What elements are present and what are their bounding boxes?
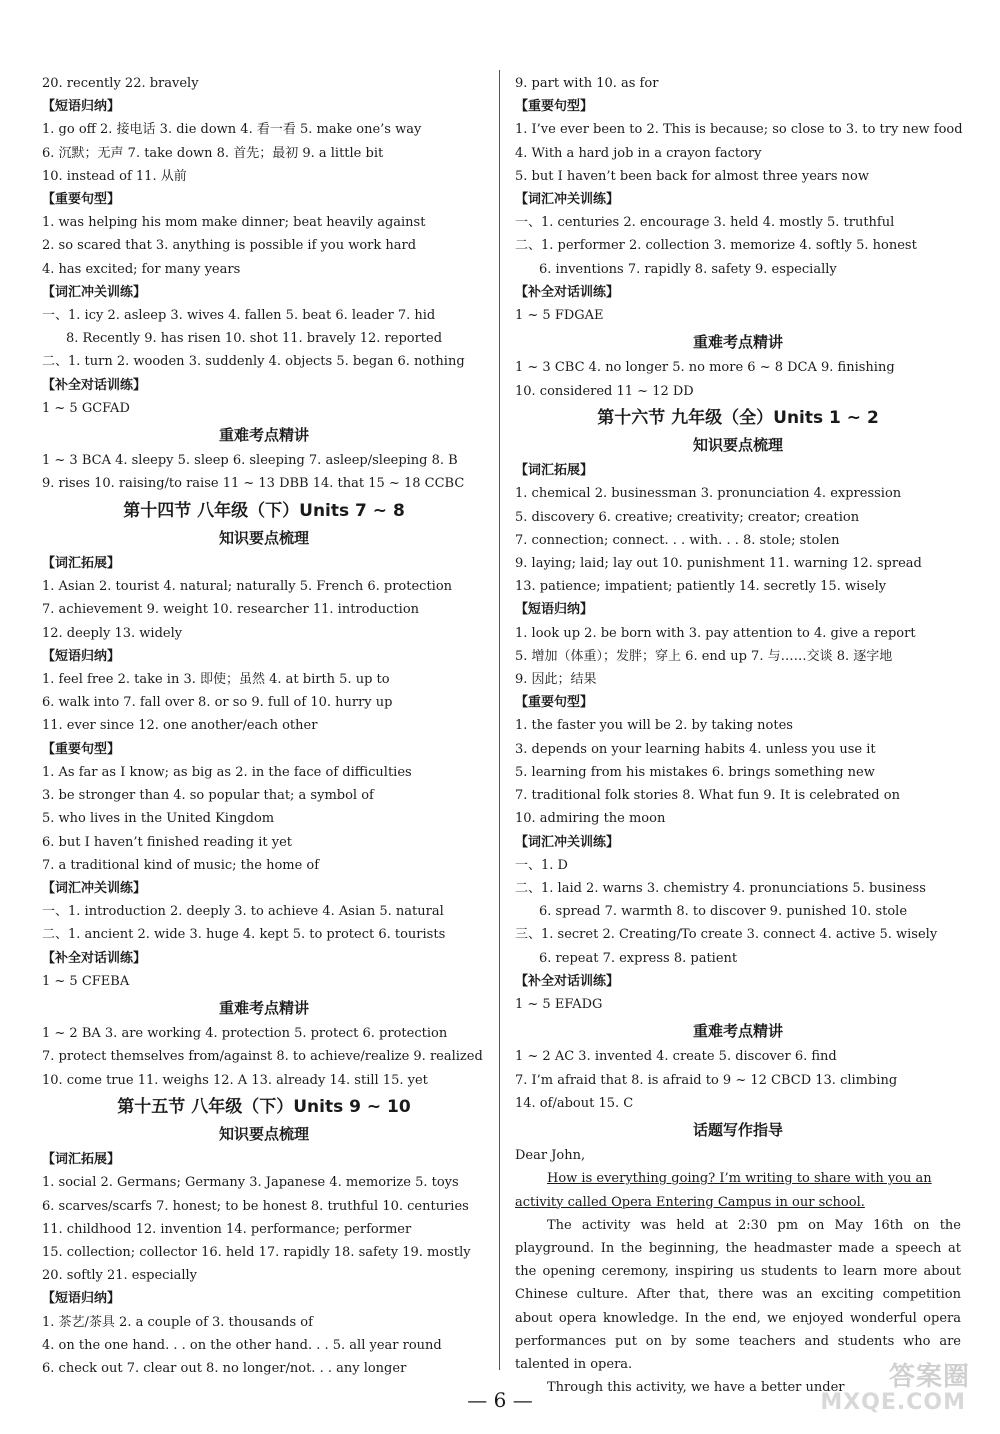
answer-line: 二、1. turn 2. wooden 3. suddenly 4. objects 5. began 6. nothing xyxy=(42,354,465,370)
subsection-heading: 知识要点梳理 xyxy=(692,436,783,455)
answer-line: 一、1. D xyxy=(515,857,568,873)
answer-line: 1. was helping his mom make dinner; beat heavily against xyxy=(42,215,426,231)
column-divider xyxy=(499,70,500,1370)
answer-line: 1. social 2. Germans; Germany 3. Japanese 4. memorize 5. toys xyxy=(42,1175,459,1191)
answer-line: 1. I’ve ever been to 2. This is because; so close to 3. to try new food xyxy=(515,122,963,138)
answer-line: 二、1. ancient 2. wide 3. huge 4. kept 5. to protect 6. tourists xyxy=(42,927,446,943)
section-label: 【词汇冲关训练】 xyxy=(515,192,620,208)
answer-line: 11. childhood 12. invention 14. performance; performer xyxy=(42,1221,412,1237)
answer-line: 3. be stronger than 4. so popular that; a symbol of xyxy=(42,788,374,804)
answer-line: 4. With a hard job in a crayon factory xyxy=(515,145,762,161)
answer-line: 6. scarves/scarfs 7. honest; to be honest 8. truthful 10. centuries xyxy=(42,1198,469,1214)
answer-line: 6. repeat 7. express 8. patient xyxy=(539,950,738,966)
letter-opening-underlined: How is everything going? I’m writing to share with you an activity called Opera Entering Campus in our school. xyxy=(515,1171,932,1210)
section-label: 【短语归纳】 xyxy=(42,1291,121,1307)
answer-line: 5. 增加（体重）；发胖；穿上 6. end up 7. 与……交谈 8. 逐字地 xyxy=(515,648,893,664)
section-label: 【词汇冲关训练】 xyxy=(42,880,147,896)
answer-line: 6. walk into 7. fall over 8. or so 9. full of 10. hurry up xyxy=(42,695,393,711)
subsection-heading: 重难考点精讲 xyxy=(218,426,309,445)
section-label: 【词汇冲关训练】 xyxy=(515,834,620,850)
answer-line: 10. come true 11. weighs 12. A 13. already 14. still 15. yet xyxy=(42,1072,428,1088)
answer-line: 9. 因此；结果 xyxy=(515,672,597,688)
section-label: 【词汇冲关训练】 xyxy=(42,284,147,300)
answer-line: 二、1. performer 2. collection 3. memorize 4. softly 5. honest xyxy=(515,238,917,254)
answer-line: 1. look up 2. be born with 3. pay attention to 4. give a report xyxy=(515,625,916,641)
answer-line: 9. laying; laid; lay out 10. punishment 11. warning 12. spread xyxy=(515,556,922,572)
answer-line: 13. patience; impatient; patiently 14. secretly 15. wisely xyxy=(515,579,887,595)
answer-line: 一、1. icy 2. asleep 3. wives 4. fallen 5. beat 6. leader 7. hid xyxy=(42,308,436,324)
watermark-url: MXQE.COM xyxy=(820,1390,966,1415)
section-label: 【短语归纳】 xyxy=(42,99,121,115)
section-label: 【重要句型】 xyxy=(515,695,594,711)
answer-line: 7. a traditional kind of music; the home of xyxy=(42,857,320,873)
section-label: 【补全对话训练】 xyxy=(42,377,147,393)
answer-line: 8. Recently 9. has risen 10. shot 11. bravely 12. reported xyxy=(66,331,443,347)
letter-paragraph-1: The activity was held at 2:30 pm on May 16th on the playground. In the beginning, the headmaster made a speech at the opening ceremony, inspiring us students to learn more about Chinese culture. After that, there was an exciting competition about opera knowledge. In the end, we enjoyed wonderful opera performances put on by some teachers and students who are talented in opera. xyxy=(515,1217,961,1372)
answer-line: 15. collection; collector 16. held 17. rapidly 18. safety 19. mostly xyxy=(42,1244,471,1260)
left-column xyxy=(42,72,486,1380)
page-number: — 6 — xyxy=(467,1388,533,1412)
answer-line: 二、1. laid 2. warns 3. chemistry 4. pronunciations 5. business xyxy=(515,880,926,896)
right-column xyxy=(515,72,961,1399)
answer-line: 4. has excited; for many years xyxy=(42,261,241,277)
answer-line: 10. instead of 11. 从前 xyxy=(42,168,187,184)
answer-line: 6. spread 7. warmth 8. to discover 9. punished 10. stole xyxy=(539,904,908,920)
answer-line: 1. chemical 2. businessman 3. pronunciation 4. expression xyxy=(515,486,902,502)
answer-line: 6. inventions 7. rapidly 8. safety 9. especially xyxy=(539,261,837,277)
subsection-heading: 话题写作指导 xyxy=(692,1120,783,1139)
answer-line: 1 ~ 2 BA 3. are working 4. protection 5. protect 6. protection xyxy=(42,1026,448,1042)
answer-line: 6. but I haven’t finished reading it yet xyxy=(42,834,293,850)
subsection-heading: 知识要点梳理 xyxy=(218,528,309,547)
section-label: 【短语归纳】 xyxy=(42,648,121,664)
answer-line: 1 ~ 3 BCA 4. sleepy 5. sleep 6. sleeping 7. asleep/sleeping 8. B xyxy=(42,453,458,469)
section-label: 【补全对话训练】 xyxy=(515,973,620,989)
answer-line: 20. recently 22. bravely xyxy=(42,76,199,91)
letter-paragraph-2: Through this activity, we have a better under xyxy=(547,1380,845,1396)
section-label: 【补全对话训练】 xyxy=(42,950,147,966)
answer-line: 三、1. secret 2. Creating/To create 3. connect 4. active 5. wisely xyxy=(515,927,938,943)
answer-line: 6. 沉默；无声 7. take down 8. 首先；最初 9. a little bit xyxy=(42,145,384,161)
answer-line: 1 ~ 5 EFADG xyxy=(515,996,603,1012)
right-answer-lines xyxy=(515,72,961,1142)
answer-line: 1. 茶艺/茶具 2. a couple of 3. thousands of xyxy=(42,1314,313,1330)
answer-line: 5. who lives in the United Kingdom xyxy=(42,811,275,827)
answer-line: 1. As far as I know; as big as 2. in the face of difficulties xyxy=(42,764,412,780)
answer-line: 7. I’m afraid that 8. is afraid to 9 ~ 12 CBCD 13. climbing xyxy=(515,1072,898,1088)
answer-line: 1 ~ 3 CBC 4. no longer 5. no more 6 ~ 8 DCA 9. finishing xyxy=(515,360,895,376)
answer-line: 1. go off 2. 接电话 3. die down 4. 看一看 5. make one’s way xyxy=(42,122,422,138)
section-heading: 第十四节 八年级（下）Units 7 ~ 8 xyxy=(123,500,405,521)
answer-line: 1. feel free 2. take in 3. 即使；虽然 4. at birth 5. up to xyxy=(42,672,390,688)
answer-line: 2. so scared that 3. anything is possible if you work hard xyxy=(42,238,417,254)
answer-line: 一、1. introduction 2. deeply 3. to achieve 4. Asian 5. natural xyxy=(42,904,444,920)
answer-line: 5. discovery 6. creative; creativity; creator; creation xyxy=(515,509,860,525)
answer-line: 1. Asian 2. tourist 4. natural; naturally 5. French 6. protection xyxy=(42,579,453,595)
answer-line: 5. learning from his mistakes 6. brings something new xyxy=(515,764,875,780)
answer-line: 6. check out 7. clear out 8. no longer/not. . . any longer xyxy=(42,1360,407,1376)
letter-greeting: Dear John, xyxy=(515,1148,586,1164)
answer-line: 5. but I haven’t been back for almost three years now xyxy=(515,168,869,184)
subsection-heading: 重难考点精讲 xyxy=(692,333,783,352)
section-label: 【重要句型】 xyxy=(42,192,121,208)
section-label: 【词汇拓展】 xyxy=(42,556,121,572)
answer-line: 1. the faster you will be 2. by taking notes xyxy=(515,718,793,734)
section-heading: 第十五节 八年级（下）Units 9 ~ 10 xyxy=(117,1096,411,1117)
section-label: 【补全对话训练】 xyxy=(515,284,620,300)
section-label: 【词汇拓展】 xyxy=(515,463,594,479)
subsection-heading: 知识要点梳理 xyxy=(218,1124,309,1143)
answer-line: 一、1. centuries 2. encourage 3. held 4. mostly 5. truthful xyxy=(515,215,895,231)
answer-line: 1 ~ 5 CFEBA xyxy=(42,973,130,989)
section-label: 【短语归纳】 xyxy=(515,602,594,618)
answer-line: 7. traditional folk stories 8. What fun 9. It is celebrated on xyxy=(515,788,900,804)
answer-line: 3. depends on your learning habits 4. unless you use it xyxy=(515,741,876,757)
answer-line: 9. rises 10. raising/to raise 11 ~ 13 DBB 14. that 15 ~ 18 CCBC xyxy=(42,476,465,492)
section-label: 【重要句型】 xyxy=(42,741,121,757)
answer-line: 14. of/about 15. C xyxy=(515,1095,634,1111)
section-label: 【重要句型】 xyxy=(515,99,594,115)
answer-line: 10. admiring the moon xyxy=(515,811,666,827)
subsection-heading: 重难考点精讲 xyxy=(692,1022,783,1041)
answer-line: 20. softly 21. especially xyxy=(42,1268,198,1284)
watermark-logo: 答案圈 xyxy=(888,1362,970,1392)
subsection-heading: 重难考点精讲 xyxy=(218,998,309,1017)
answer-line: 7. connection; connect. . . with. . . 8. stole; stolen xyxy=(515,532,840,548)
answer-line: 1 ~ 2 AC 3. invented 4. create 5. discover 6. find xyxy=(515,1049,837,1065)
section-heading: 第十六节 九年级（全）Units 1 ~ 2 xyxy=(597,407,879,428)
section-label: 【词汇拓展】 xyxy=(42,1152,121,1168)
watermark xyxy=(780,1356,970,1418)
answer-line: 1 ~ 5 FDGAE xyxy=(515,308,604,324)
answer-line: 11. ever since 12. one another/each other xyxy=(42,718,318,734)
answer-line: 7. achievement 9. weight 10. researcher 11. introduction xyxy=(42,602,420,618)
answer-line: 1 ~ 5 GCFAD xyxy=(42,400,130,416)
answer-line: 7. protect themselves from/against 8. to achieve/realize 9. realized xyxy=(42,1049,483,1065)
answer-line: 9. part with 10. as for xyxy=(515,76,659,91)
answer-line: 10. considered 11 ~ 12 DD xyxy=(515,383,694,399)
answer-line: 12. deeply 13. widely xyxy=(42,625,183,641)
answer-line: 4. on the one hand. . . on the other hand. . . 5. all year round xyxy=(42,1337,442,1353)
